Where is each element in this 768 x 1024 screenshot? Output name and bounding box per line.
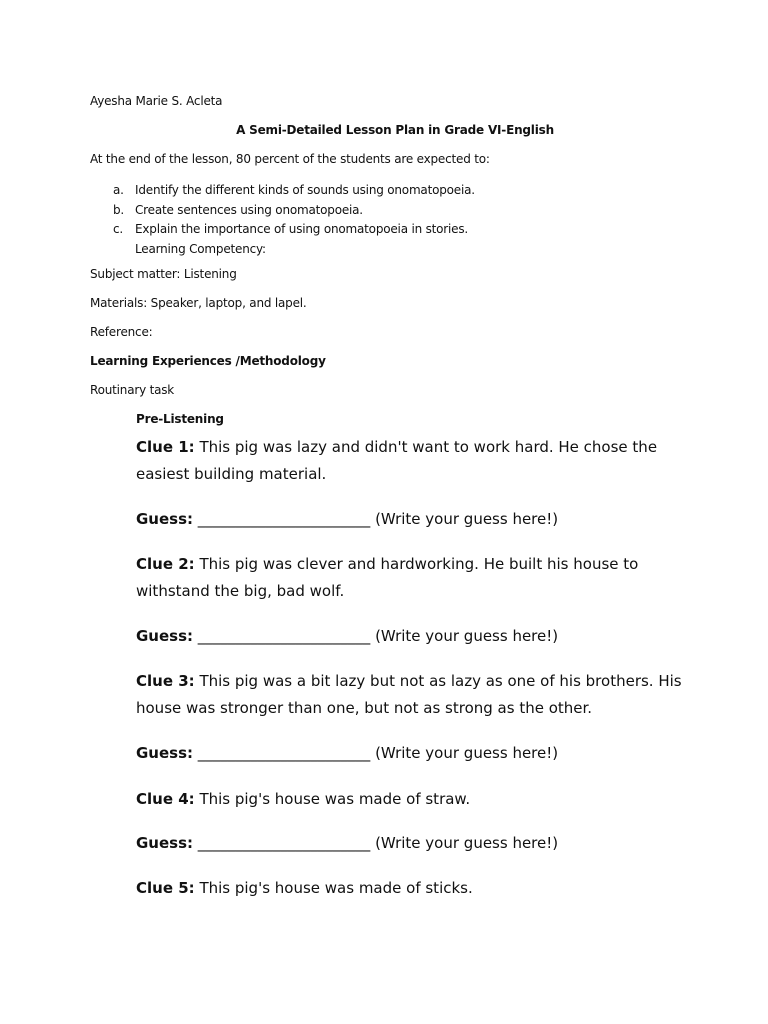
clue-3 bbox=[136, 668, 696, 722]
guess-label: Guess: bbox=[136, 834, 194, 852]
objectives-intro: At the end of the lesson, 80 percent of the students are expected to: bbox=[90, 152, 490, 166]
guess-blank: _______________________ bbox=[193, 510, 376, 528]
subject-matter: Subject matter: Listening bbox=[90, 267, 237, 281]
clue-text: This pig's house was made of straw. bbox=[194, 790, 471, 808]
pre-listening-heading: Pre-Listening bbox=[136, 412, 224, 426]
guess-blank: _______________________ bbox=[193, 834, 376, 852]
routinary-task: Routinary task bbox=[90, 383, 175, 397]
objective-text: Identify the different kinds of sounds using onomatopoeia. bbox=[135, 183, 475, 197]
clue-label: Clue 1: bbox=[136, 438, 195, 456]
clue-2 bbox=[136, 551, 696, 605]
clue-5 bbox=[136, 875, 696, 902]
list-marker: b. bbox=[113, 202, 125, 217]
clue-label: Clue 5: bbox=[136, 879, 195, 897]
guess-line-2 bbox=[136, 623, 558, 650]
guess-line-1 bbox=[136, 506, 558, 533]
materials: Materials: Speaker, laptop, and lapel. bbox=[90, 296, 307, 310]
guess-label: Guess: bbox=[136, 744, 194, 762]
objective-text: Create sentences using onomatopoeia. bbox=[135, 202, 363, 217]
clue-text: This pig was clever and hardworking. He built his house to withstand the big, bad wolf. bbox=[136, 555, 639, 600]
clue-1 bbox=[136, 434, 696, 488]
list-marker: c. bbox=[113, 222, 124, 236]
guess-line-3 bbox=[136, 740, 558, 767]
author-name: Ayesha Marie S. Acleta bbox=[90, 94, 223, 108]
guess-line-4 bbox=[136, 830, 558, 857]
page-title: A Semi-Detailed Lesson Plan in Grade VI-English bbox=[236, 123, 554, 137]
clue-text: This pig was lazy and didn't want to work hard. He chose the easiest building material. bbox=[136, 438, 658, 483]
objective-text: Explain the importance of using onomatopoeia in stories. bbox=[135, 222, 469, 236]
guess-label: Guess: bbox=[136, 510, 194, 528]
reference: Reference: bbox=[90, 325, 153, 339]
clue-text: This pig's house was made of sticks. bbox=[194, 879, 473, 897]
clue-text: This pig was a bit lazy but not as lazy as one of his brothers. His house was stronger than one, but not as strong as the other. bbox=[136, 672, 682, 717]
clue-4 bbox=[136, 786, 696, 813]
guess-label: Guess: bbox=[136, 627, 194, 645]
clue-label: Clue 3: bbox=[136, 672, 195, 690]
guess-blank: _______________________ bbox=[193, 627, 376, 645]
guess-hint: (Write your guess here!) bbox=[375, 834, 559, 852]
learning-competency: Learning Competency: bbox=[135, 241, 266, 256]
guess-hint: (Write your guess here!) bbox=[375, 627, 559, 645]
learning-experiences-heading: Learning Experiences /Methodology bbox=[90, 354, 326, 368]
guess-blank: _______________________ bbox=[193, 744, 376, 762]
clue-label: Clue 2: bbox=[136, 555, 195, 573]
guess-hint: (Write your guess here!) bbox=[375, 510, 559, 528]
guess-hint: (Write your guess here!) bbox=[375, 744, 559, 762]
list-marker: a. bbox=[113, 183, 124, 197]
clue-label: Clue 4: bbox=[136, 790, 195, 808]
